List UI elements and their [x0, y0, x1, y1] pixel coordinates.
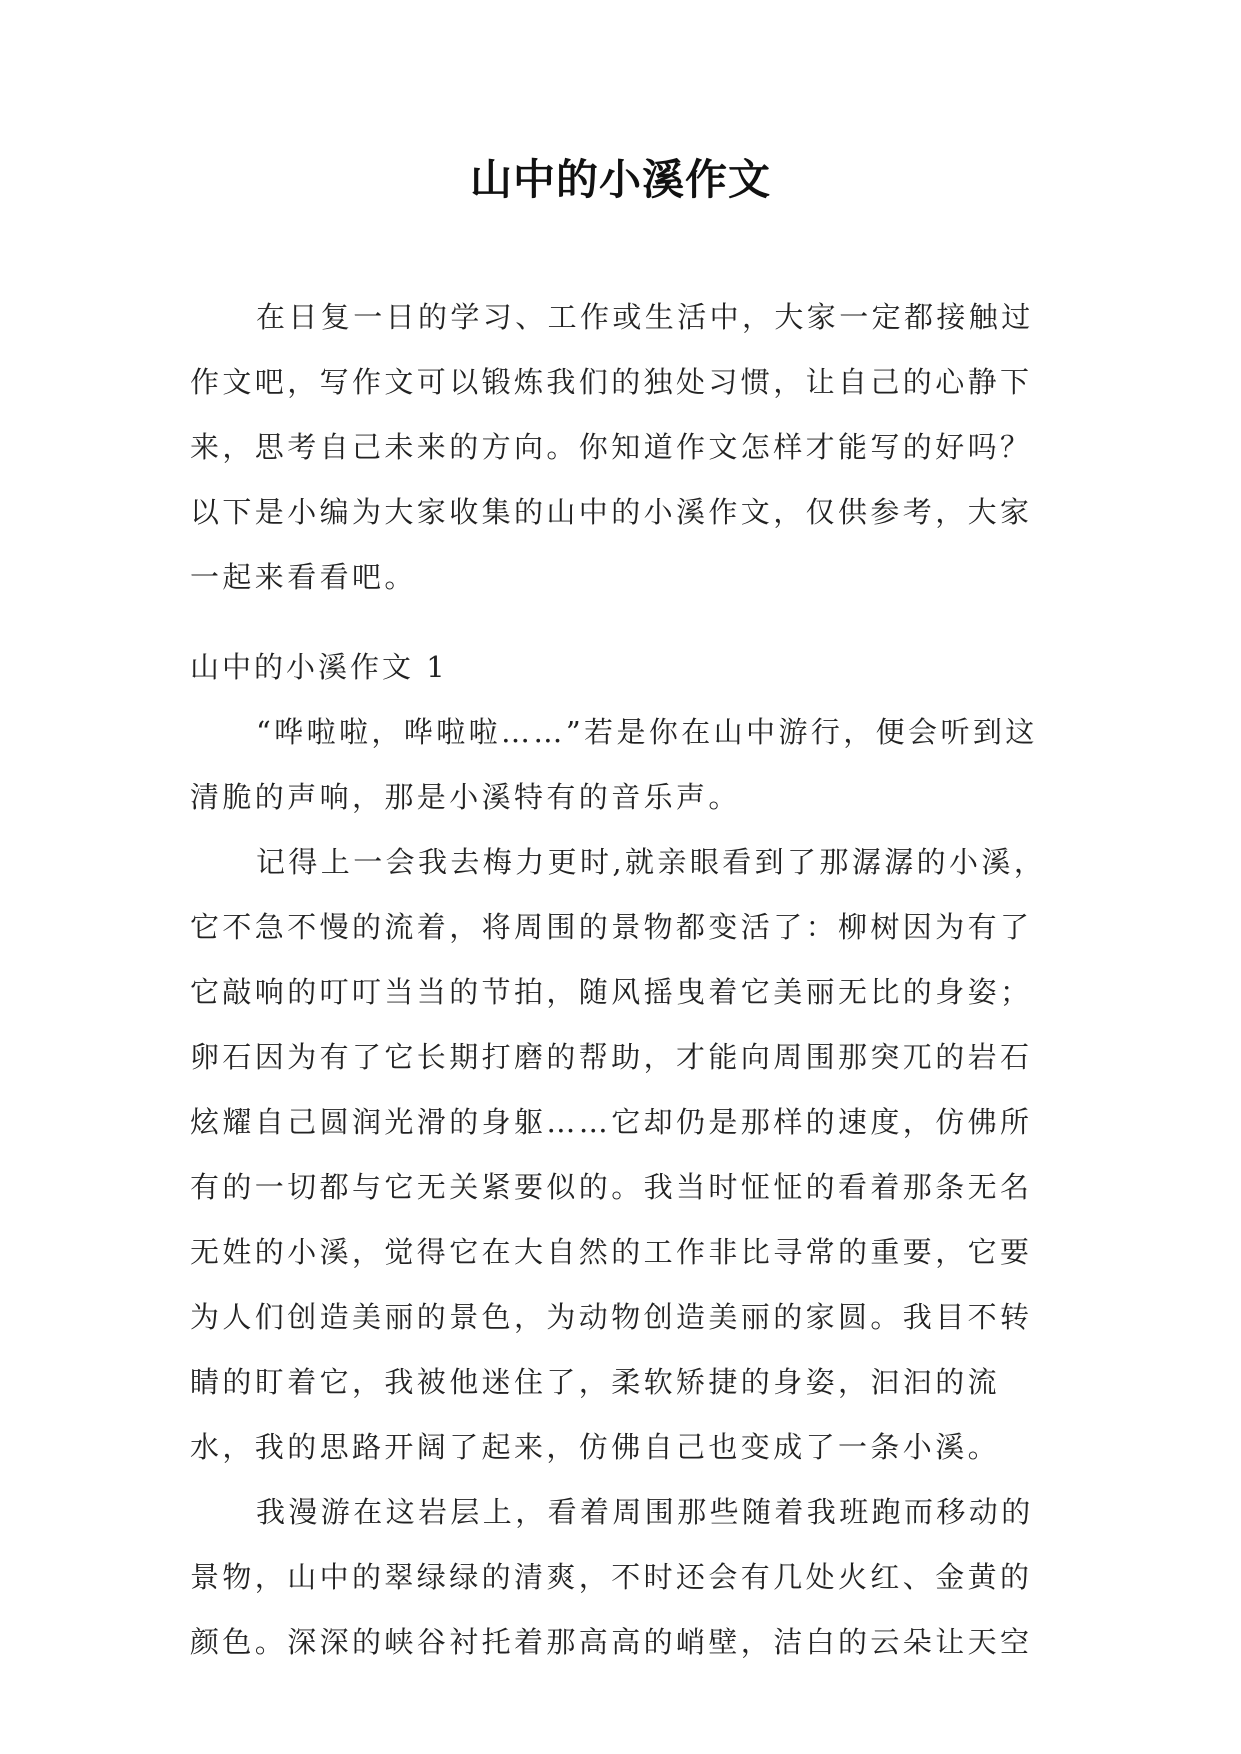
article-paragraph-1: “哗啦啦，哗啦啦……”若是你在山中游行，便会听到这清脆的声响，那是小溪特有的音乐声。 [190, 715, 1038, 814]
document-title: 山中的小溪作文 [469, 155, 771, 204]
intro-paragraph: 在日复一日的学习、工作或生活中，大家一定都接触过作文吧，写作文可以锻炼我们的独处习惯，让自己的心静下来，思考自己未来的方向。你知道作文怎样才能写的好吗？以下是小编为大家收集的山中的小溪作文，仅供参考，大家一起来看看吧。 [190, 300, 1034, 594]
article-paragraph-3: 我漫游在这岩层上，看着周围那些随着我班跑而移动的景物，山中的翠绿绿的清爽，不时还会有几处火红、金黄的颜色。深深的峡谷衬托着那高高的峭壁，洁白的云朵让天空 [190, 1495, 1034, 1659]
section-title: 山中的小溪作文 1 [190, 650, 448, 684]
article-paragraph-2: 记得上一会我去梅力更时,就亲眼看到了那潺潺的小溪，它不急不慢的流着，将周围的景物都变活了：柳树因为有了它敲响的叮叮当当的节拍，随风摇曳着它美丽无比的身姿；卵石因为有了它长期打磨的帮助，才能向周围那突兀的岩石炫耀自己圆润光滑的身躯……它却仍是那样的速度，仿佛所有的一切都与它无关紧要似的。我当时怔怔的看着那条无名无姓的小溪，觉得它在大自然的工作非比寻常的重要，它要为人们创造美丽的景色，为动物创造美丽的家圆。我目不转睛的盯着它，我被他迷住了，柔软矫捷的身姿，汩汩的流水，我的思路开阔了起来，仿佛自己也变成了一条小溪。 [190, 845, 1047, 1464]
article-section [190, 635, 1055, 1675]
